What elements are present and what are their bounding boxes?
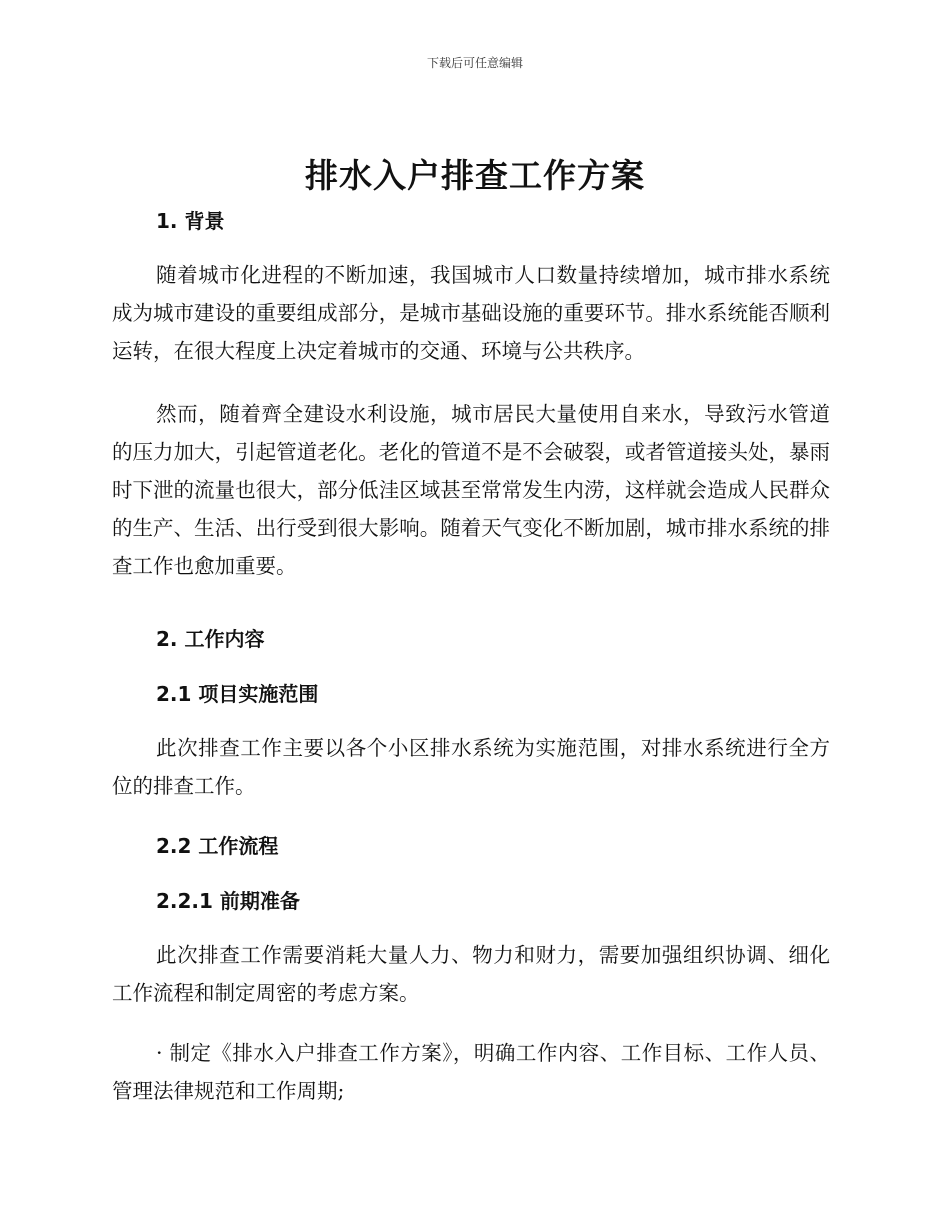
heading-work-content: 2. 工作内容 bbox=[156, 627, 265, 651]
paragraph-scope: 此次排查工作主要以各个小区排水系统为实施范围，对排水系统进行全方位的排查工作。 bbox=[112, 736, 830, 798]
paragraph-background-1: 随着城市化进程的不断加速，我国城市人口数量持续增加，城市排水系统成为城市建设的重要组成部分，是城市基础设施的重要环节。排水系统能否顺利运转，在很大程度上决定着城市的交通、环境与公共秩序。 bbox=[112, 263, 830, 363]
heading-preparation: 2.2.1 前期准备 bbox=[156, 889, 300, 913]
header-note: 下载后可任意编辑 bbox=[426, 56, 523, 70]
paragraph-background-2: 然而，随着齊全建设水利设施，城市居民大量使用自来水，导致污水管道的压力加大，引起管道老化。老化的管道不是不会破裂，或者管道接头处，暴雨时下泄的流量也很大，部分低洼区域甚至常常发生内涝，这样就会造成人民群众的生产、生活、出行受到很大影响。随着天气变化不断加剧，城市排水系统的排查工作也愈加重要。 bbox=[112, 402, 830, 578]
bullet-item-plan: · 制定《排水入户排查工作方案》，明确工作内容、工作目标、工作人员、管理法律规范和工作周期; bbox=[112, 1041, 830, 1103]
paragraph-preparation: 此次排查工作需要消耗大量人力、物力和财力，需要加强组织协调、细化工作流程和制定周密的考虑方案。 bbox=[112, 943, 830, 1005]
heading-background: 1. 背景 bbox=[156, 209, 225, 233]
document-title: 排水入户排查工作方案 bbox=[305, 156, 645, 195]
heading-process: 2.2 工作流程 bbox=[156, 834, 279, 858]
heading-scope: 2.1 项目实施范围 bbox=[156, 682, 319, 706]
